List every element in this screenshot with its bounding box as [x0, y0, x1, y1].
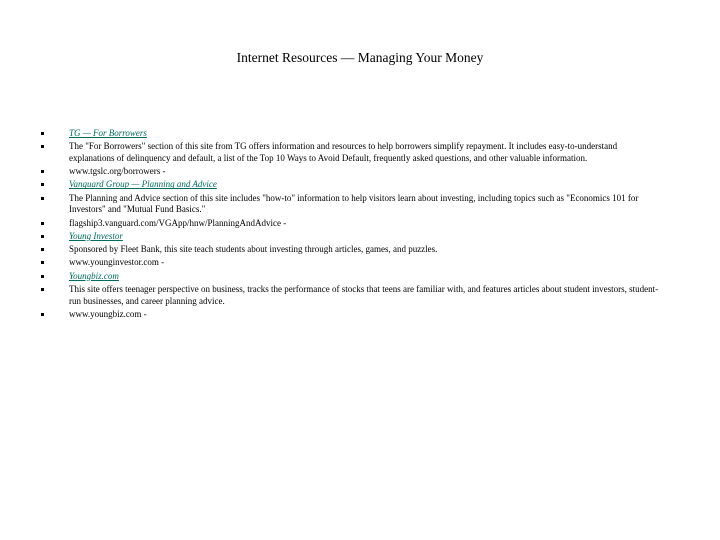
- bullet-icon: [41, 222, 44, 225]
- tg-description: The "For Borrowers" section of this site from TG offers information and resources to help borrowers simplify repayment. It includes easy-to-understand explanations of delinquency and default, a list of the Top 10 Ways to Avoid Default, frequently asked questions, and other valuable information.: [69, 141, 618, 163]
- bullet-icon: [41, 261, 44, 264]
- bullet-icon: [41, 197, 44, 200]
- young-investor-link[interactable]: Young Investor: [69, 230, 123, 241]
- page-title: Internet Resources — Managing Your Money: [236, 50, 484, 65]
- bullet-icon: [41, 275, 44, 278]
- tg-borrowers-link[interactable]: TG — For Borrowers: [69, 128, 147, 138]
- list-item-tg-description: [41, 141, 661, 164]
- resource-list: [41, 128, 661, 322]
- bullet-icon: [41, 288, 44, 291]
- bullet-icon: [41, 313, 44, 316]
- list-item-young-investor-url: [41, 257, 661, 269]
- bullet-icon: [41, 132, 44, 135]
- list-item-young-investor-description: [41, 244, 661, 256]
- young-investor-url: www.younginvestor.com -: [69, 257, 165, 268]
- list-item-youngbiz-url: [41, 309, 661, 321]
- tg-url: www.tgslc.org/borrowers -: [69, 166, 166, 177]
- vanguard-planning-link[interactable]: Vanguard Group — Planning and Advice: [69, 179, 217, 190]
- list-item-tg-url: [41, 166, 661, 178]
- bullet-icon: [41, 183, 44, 186]
- youngbiz-description: This site offers teenager perspective on business, tracks the performance of stocks that teens are familiar with, and features articles about student investors, student-run businesses, and career planning advice.: [69, 284, 659, 306]
- young-investor-description: Sponsored by Fleet Bank, this site teach students about investing through articles, games, and puzzles.: [69, 244, 438, 255]
- youngbiz-url: www.youngbiz.com -: [69, 308, 147, 319]
- vanguard-description: The Planning and Advice section of this site includes "how-to" information to help visitors learn about investing, including topics such as "Economics 101 for Investors" and "Mutual Fund Basics.": [69, 192, 639, 215]
- vanguard-url: flagship3.vanguard.com/VGApp/hnw/PlanningAndAdvice -: [69, 217, 287, 228]
- bullet-icon: [41, 145, 44, 148]
- youngbiz-link[interactable]: Youngbiz.com: [69, 270, 119, 281]
- bullet-icon: [41, 235, 44, 238]
- list-item-tg-link: [41, 128, 661, 140]
- list-item-young-investor-link: [41, 231, 661, 243]
- list-item-vanguard-url: [41, 218, 661, 230]
- bullet-icon: [41, 170, 44, 173]
- list-item-youngbiz-description: [41, 284, 661, 307]
- bullet-icon: [41, 248, 44, 251]
- list-item-vanguard-description: [41, 193, 661, 216]
- list-item-vanguard-link: [41, 179, 661, 191]
- list-item-youngbiz-link: [41, 271, 661, 283]
